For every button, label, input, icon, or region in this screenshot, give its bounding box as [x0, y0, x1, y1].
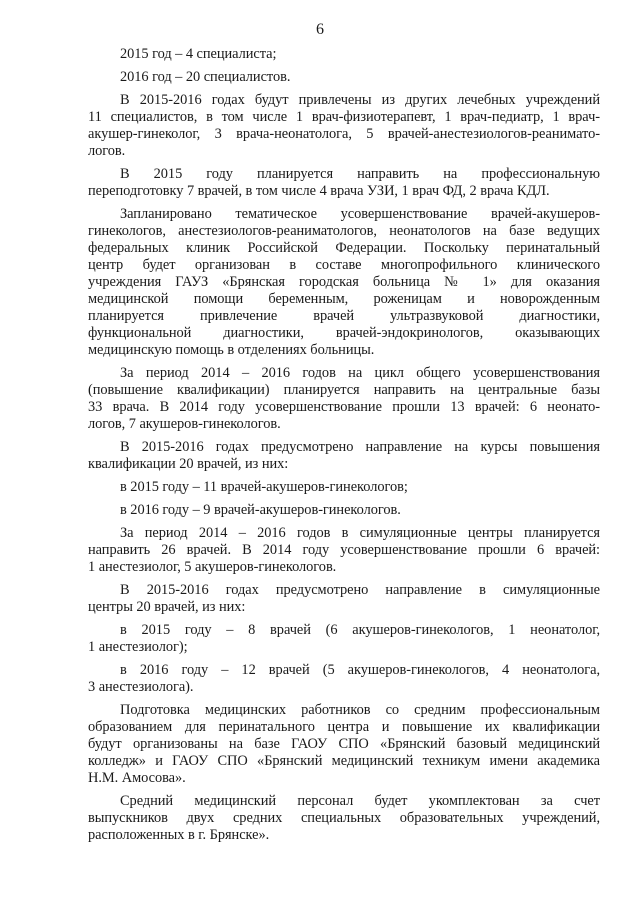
paragraph-line: 33 врача. В 2014 году усовершенствование прошли 13 врачей: 6 неонато-: [88, 399, 600, 415]
paragraph-line: В 2015-2016 годах будут привлечены из других лечебных учреждений: [120, 92, 600, 108]
paragraph: [88, 793, 600, 844]
paragraph-line: центры 20 врачей, из них:: [88, 599, 246, 615]
paragraph: [88, 166, 600, 200]
paragraph-line: Запланировано тематическое усовершенствование врачей-акушеров-: [120, 206, 600, 222]
paragraph-line: 3 анестезиолога).: [88, 679, 194, 695]
paragraph-line: колледж» и ГАОУ СПО «Брянский медицинский техникум имени академика: [88, 753, 600, 769]
paragraph-line: За период 2014 – 2016 годов на цикл общего усовершенствования: [120, 365, 600, 381]
paragraph: [88, 479, 600, 496]
paragraph-line: будут организованы на базе ГАОУ СПО «Брянский базовый медицинский: [88, 736, 600, 752]
paragraph: [88, 502, 600, 519]
paragraph-line: гинекологов, анестезиологов-реаниматологов, неонатологов на базе ведущих: [88, 223, 600, 239]
paragraph-line: медицинскую помощь в отделениях больницы.: [88, 342, 375, 358]
paragraph-line: медицинской помощи беременным, роженицам и новорожденным: [88, 291, 600, 307]
paragraph-line: За период 2014 – 2016 годов в симуляционные центры планируется: [120, 525, 600, 541]
paragraph-line: направить 26 врачей. В 2014 году усовершенствование прошли 6 врачей:: [88, 542, 600, 558]
paragraph-line: образованием для перинатального центра и повышение их квалификации: [88, 719, 600, 735]
paragraph-line: 1 анестезиолог);: [88, 639, 188, 655]
paragraph-line: В 2015-2016 годах предусмотрено направление в симуляционные: [120, 582, 600, 598]
paragraph-line: акушер-гинеколог, 3 врача-неонатолога, 5 врачей-анестезиологов-реанимато-: [88, 126, 600, 142]
paragraph-line: в 2016 году – 12 врачей (5 акушеров-гинекологов, 4 неонатолога,: [120, 662, 600, 678]
paragraph-line: в 2016 году – 9 врачей-акушеров-гинекологов.: [120, 502, 401, 518]
paragraph: [88, 622, 600, 656]
paragraph-line: логов.: [88, 143, 126, 159]
paragraph-line: центр будет организован в составе многопрофильного клинического: [88, 257, 600, 273]
paragraph-line: В 2015 году планируется направить на профессиональную: [120, 166, 600, 182]
paragraph: [88, 582, 600, 616]
paragraph-line: выпускников двух средних специальных образовательных учреждений,: [88, 810, 600, 826]
paragraph: [88, 365, 600, 433]
paragraph-line: 2015 год – 4 специалиста;: [120, 46, 277, 62]
document-body: [88, 46, 600, 850]
paragraph-line: учреждения ГАУЗ «Брянская городская больница № 1» для оказания: [88, 274, 600, 290]
paragraph-line: в 2015 году – 11 врачей-акушеров-гинекологов;: [120, 479, 408, 495]
paragraph-line: расположенных в г. Брянске».: [88, 827, 270, 843]
paragraph: [88, 92, 600, 160]
paragraph-line: в 2015 году – 8 врачей (6 акушеров-гинекологов, 1 неонатолог,: [120, 622, 600, 638]
paragraph-line: квалификации 20 врачей, из них:: [88, 456, 289, 472]
paragraph: [88, 206, 600, 359]
paragraph-line: Подготовка медицинских работников со средним профессиональным: [120, 702, 600, 718]
paragraph-line: логов, 7 акушеров-гинекологов.: [88, 416, 281, 432]
paragraph: [88, 662, 600, 696]
paragraph: [88, 46, 600, 63]
paragraph-line: переподготовку 7 врачей, в том числе 4 врача УЗИ, 1 врач ФД, 2 врача КДЛ.: [88, 183, 550, 199]
paragraph-line: Средний медицинский персонал будет укомплектован за счет: [120, 793, 600, 809]
paragraph: [88, 702, 600, 787]
paragraph-line: (повышение квалификации) планируется направить на центральные базы: [88, 382, 600, 398]
paragraph-line: 1 анестезиолог, 5 акушеров-гинекологов.: [88, 559, 337, 575]
paragraph-line: 2016 год – 20 специалистов.: [120, 69, 291, 85]
paragraph-line: федеральных клиник Российской Федерации. Поскольку перинатальный: [88, 240, 600, 256]
page-number: 6: [316, 21, 324, 38]
paragraph-line: Н.М. Амосова».: [88, 770, 186, 786]
paragraph-line: В 2015-2016 годах предусмотрено направление на курсы повышения: [120, 439, 600, 455]
paragraph: [88, 525, 600, 576]
paragraph: [88, 69, 600, 86]
paragraph-line: 11 специалистов, в том числе 1 врач-физиотерапевт, 1 врач-педиатр, 1 врач-: [88, 109, 600, 125]
paragraph: [88, 439, 600, 473]
paragraph-line: планируется привлечение врачей ультразвуковой диагностики,: [88, 308, 600, 324]
paragraph-line: функциональной диагностики, врачей-эндокринологов, оказывающих: [88, 325, 600, 341]
